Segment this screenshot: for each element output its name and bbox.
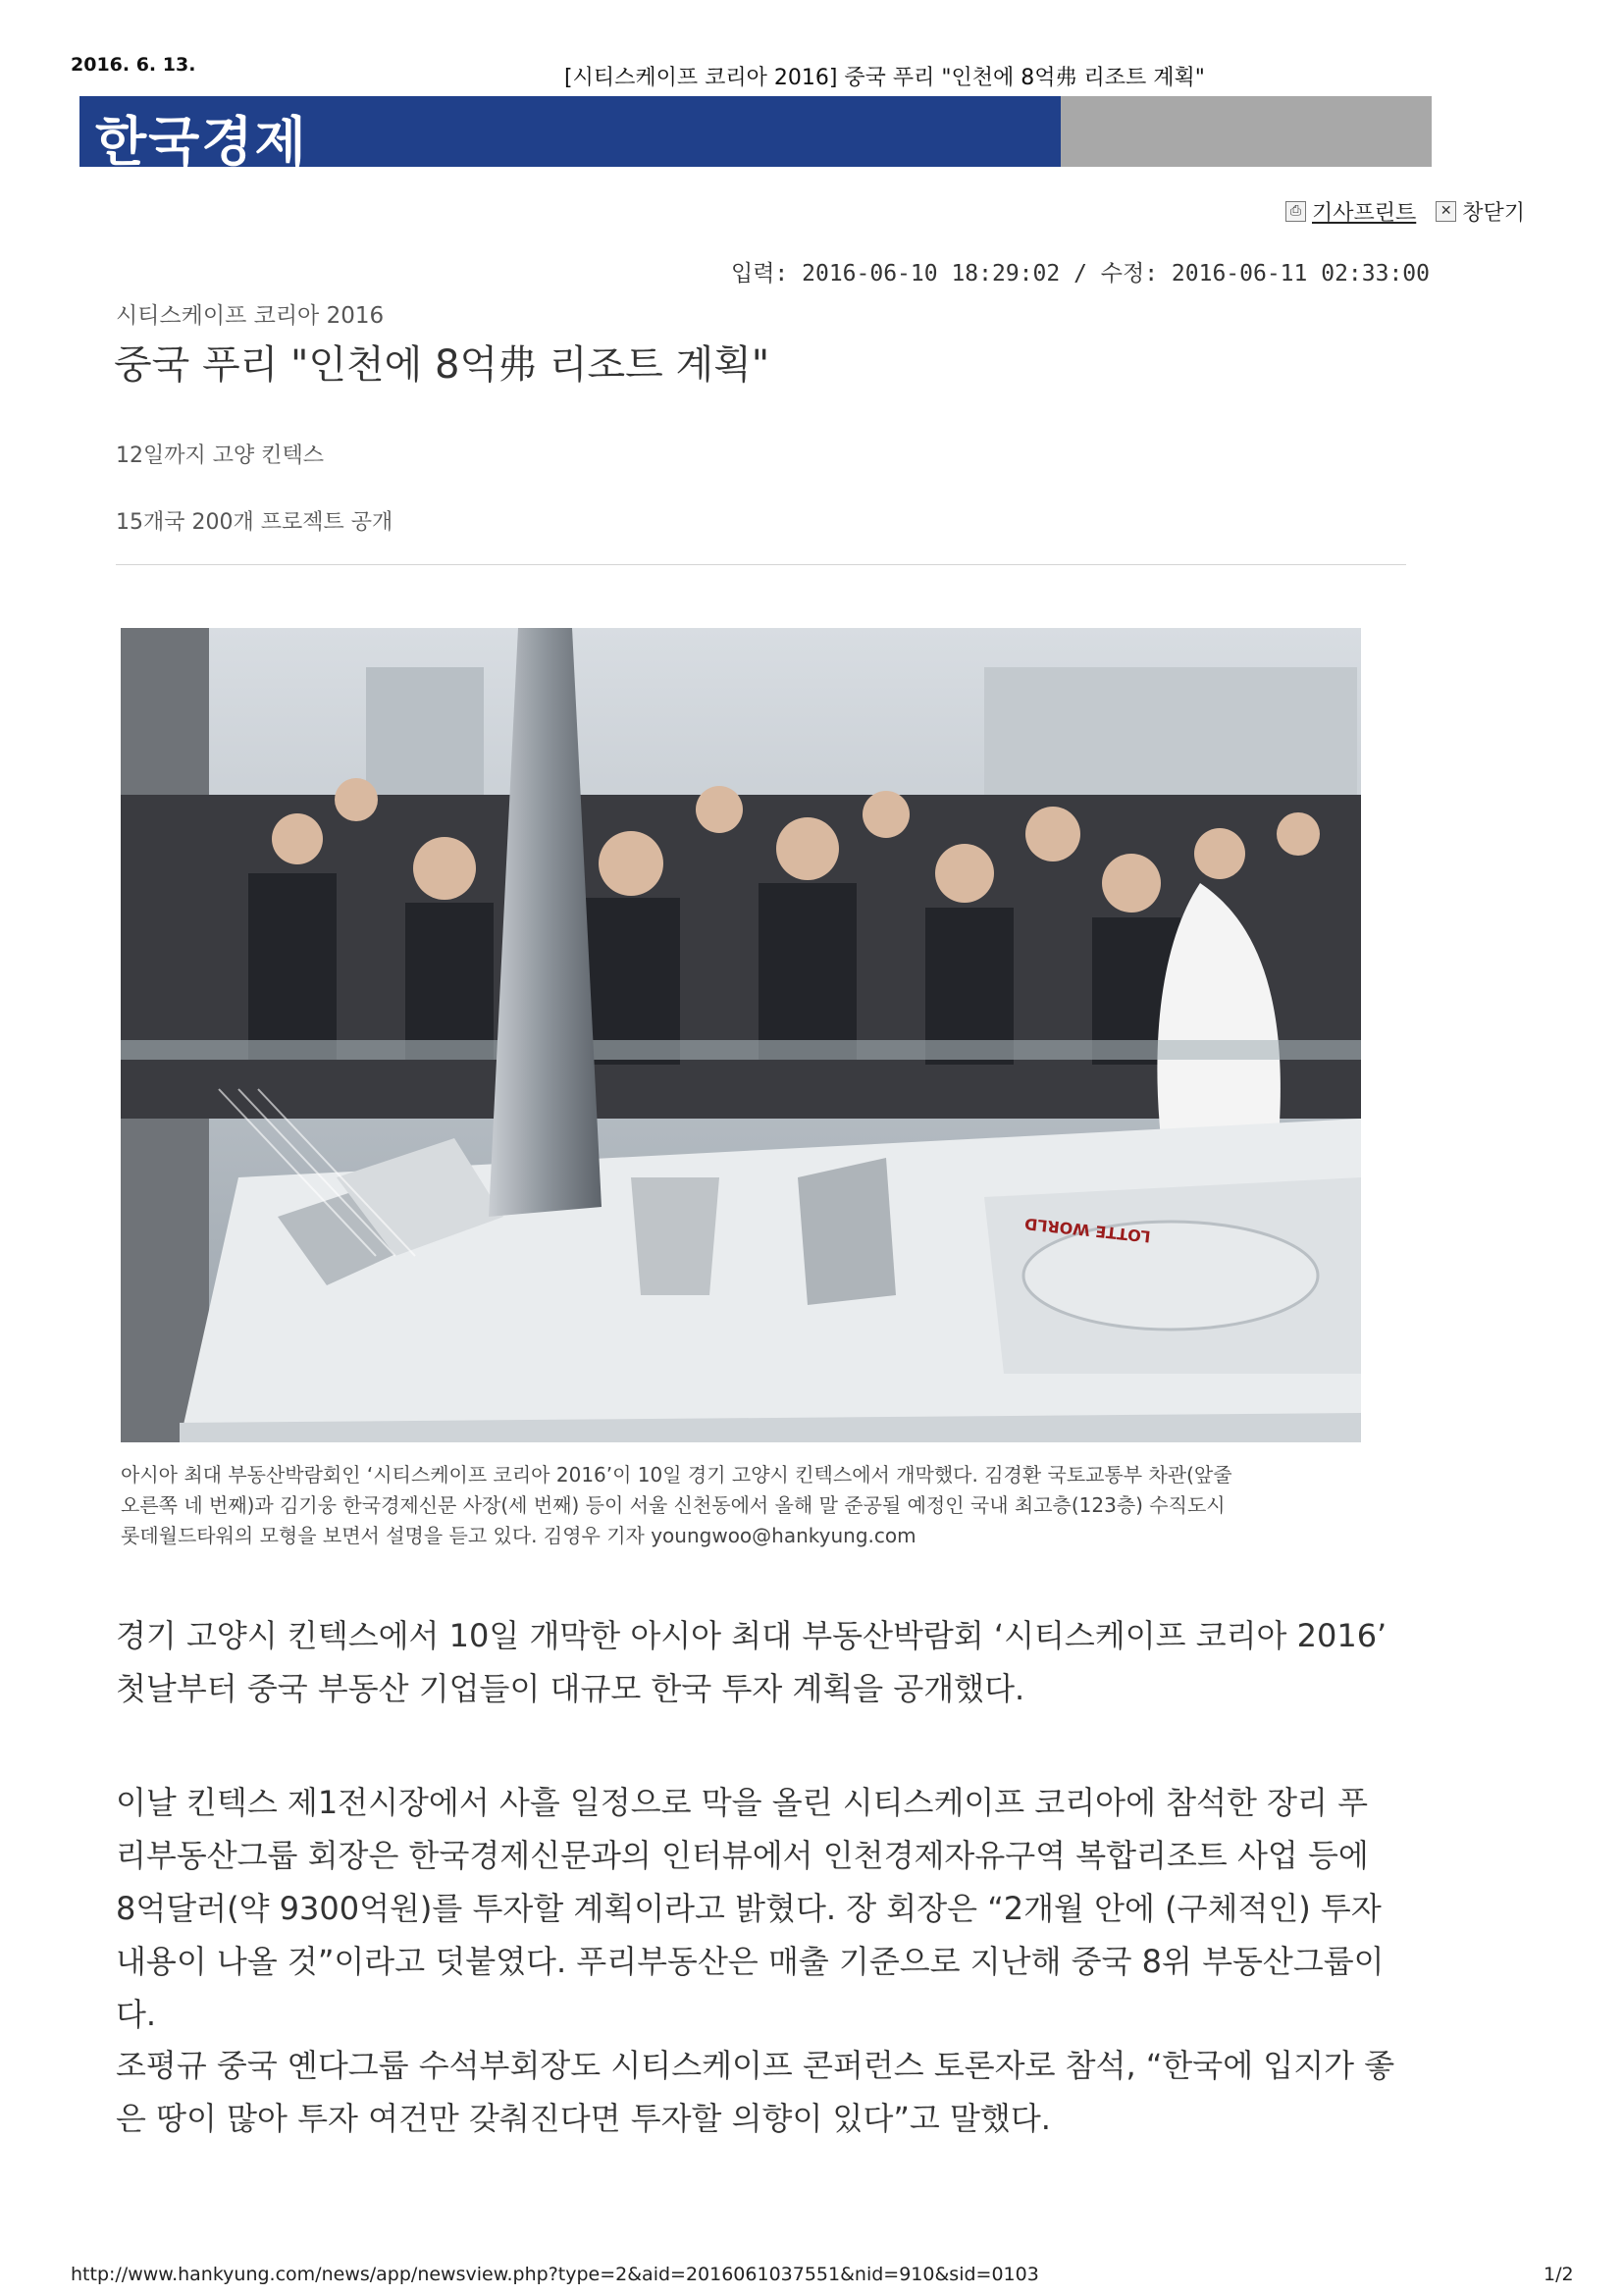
article-headline: 중국 푸리 "인천에 8억弗 리조트 계획" bbox=[114, 342, 770, 388]
close-window-button[interactable] bbox=[1436, 196, 1525, 227]
model-sign: LOTTE WORLD bbox=[1023, 1214, 1152, 1246]
subhead-1: 12일까지 고양 킨텍스 bbox=[116, 444, 324, 468]
print-article-label: 기사프린트 bbox=[1312, 201, 1417, 226]
print-page-title: [시티스케이프 코리아 2016] 중국 푸리 "인천에 8억弗 리조트 계획" bbox=[564, 66, 1205, 90]
article-paragraph-1: 경기 고양시 킨텍스에서 10일 개막한 아시아 최대 부동산박람회 ‘시티스케이프 코리아 2016’ 첫날부터 중국 부동산 기업들이 대규모 한국 투자 계획을 공개했다. bbox=[116, 1617, 1387, 1707]
print-article-button[interactable] bbox=[1285, 196, 1416, 227]
article-paragraph-3: 조평규 중국 옌다그룹 수석부회장도 시티스케이프 콘퍼런스 토론자로 참석, “한국에 입지가 좋은 땅이 많아 투자 여건만 갖춰진다면 투자할 의향이 있다”고 말했다. bbox=[116, 2047, 1395, 2137]
subhead-2: 15개국 200개 프로젝트 공개 bbox=[116, 510, 393, 535]
article-paragraph-2: 이날 킨텍스 제1전시장에서 사흘 일정으로 막을 올린 시티스케이프 코리아에 참석한 장리 푸리부동산그룹 회장은 한국경제신문과의 인터뷰에서 인천경제자유구역 복합리조트 사업 등에 8억달러(약 9300억원)를 투자할 계획이라고 밝혔다. 장 회장은 “2개월 안에 (구체적인) 투자 내용이 나올 것”이라고 덧붙였다. 푸리부동산은 매출 기준으로 지난해 중국 8위 부동산그룹이다. bbox=[116, 1784, 1385, 2033]
masthead-blue-band bbox=[79, 96, 1061, 173]
section-label: 시티스케이프 코리아 2016 bbox=[116, 303, 385, 329]
page-number: 1/2 bbox=[1544, 2264, 1574, 2285]
photo-illustration bbox=[121, 628, 1361, 1442]
site-logo: 한국경제 bbox=[95, 111, 308, 173]
article-timestamp: 입력: 2016-06-10 18:29:02 / 수정: 2016-06-11 02:33:00 bbox=[731, 261, 1430, 287]
print-date: 2016. 6. 13. bbox=[71, 54, 196, 76]
page-url: http://www.hankyung.com/news/app/newsview.php?type=2&aid=2016061037551&nid=910&sid=0103 bbox=[71, 2264, 1039, 2285]
header-divider bbox=[116, 564, 1406, 565]
photo-caption: 아시아 최대 부동산박람회인 ‘시티스케이프 코리아 2016’이 10일 경기 고양시 킨텍스에서 개막했다. 김경환 국토교통부 차관(앞줄 오른쪽 네 번째)과 김기웅 한국경제신문 사장(세 번째) 등이 서울 신천동에서 올해 말 준공될 예정인 국내 최고층(123층) 수직도시 롯데월드타워의 모형을 보면서 설명을 듣고 있다. 김영우 기자 youngwoo@hankyung.com bbox=[121, 1463, 1232, 1547]
article-photo bbox=[121, 628, 1361, 1442]
printer-icon: ⎙ bbox=[1285, 201, 1306, 222]
masthead-banner bbox=[79, 96, 1432, 173]
close-icon: ✕ bbox=[1436, 201, 1456, 222]
article-tools bbox=[1285, 196, 1525, 227]
close-window-label: 창닫기 bbox=[1462, 201, 1526, 226]
